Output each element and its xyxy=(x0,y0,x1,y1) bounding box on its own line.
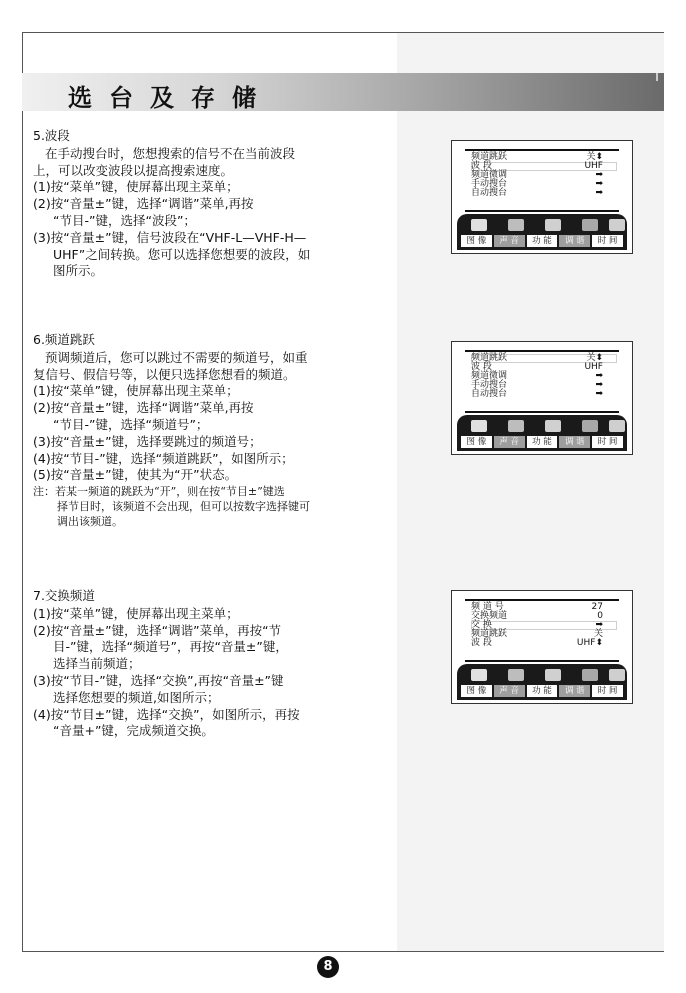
tab-function: 功 能 xyxy=(527,436,558,448)
menu-row-value: 关⬍ xyxy=(586,353,603,363)
text-line: (3)按“音量±”键，信号波段在“VHF-L—VHF-H— xyxy=(33,229,307,245)
tab-function: 功 能 xyxy=(527,685,558,697)
menu-row-label: 交换频道 xyxy=(471,611,508,621)
text-line: 复信号、假信号等，以便只选择您想看的频道。 xyxy=(33,366,296,382)
menu-icons xyxy=(471,417,613,437)
tuning-icon xyxy=(582,420,598,432)
menu-row-label: 频道微调 xyxy=(471,170,508,180)
text-line: 选择您想要的频道,如图所示； xyxy=(53,689,220,705)
menu-row-label: 频道跳跃 xyxy=(471,152,508,162)
menu-bottom-rule xyxy=(465,210,619,212)
tv-menu-screen-band xyxy=(451,140,633,254)
menu-row-value: 27 xyxy=(591,602,603,612)
menu-row-label: 波 段 xyxy=(471,638,492,648)
text-line: 在手动搜台时，您想搜索的信号不在当前波段 xyxy=(45,145,296,161)
section-heading: 7.交换频道 xyxy=(33,588,95,603)
menu-row-value: 0 xyxy=(597,611,603,621)
menu-row-value: UHF xyxy=(584,362,603,372)
menu-row-value: ➡ xyxy=(595,389,603,399)
menu-list xyxy=(471,354,617,399)
menu-row-label: 自动搜台 xyxy=(471,389,508,399)
page-number: 8 xyxy=(317,956,339,978)
menu-row-value: 关⬍ xyxy=(586,152,603,162)
menu-bottom-rule xyxy=(465,411,619,413)
menu-top-rule xyxy=(465,149,619,151)
tuning-icon xyxy=(582,219,598,231)
menu-top-rule xyxy=(465,599,619,601)
text-line: 上，可以改变波段以提高搜索速度。 xyxy=(33,162,234,178)
text-line: (4)按“节目±”键，选择“交换”，如图所示，再按 xyxy=(33,706,300,722)
menu-top-rule xyxy=(465,350,619,352)
menu-row-value: UHF⬍ xyxy=(576,638,603,648)
sound-icon xyxy=(508,420,524,432)
tuning-icon xyxy=(582,669,598,681)
tab-tuning: 调 谐 xyxy=(559,685,590,697)
text-line: 选择当前频道； xyxy=(53,656,141,672)
text-line: (2)按“音量±”键，选择“调谐”菜单,再按 xyxy=(33,196,254,212)
section-band xyxy=(33,128,393,280)
text-line: (2)按“音量±”键，选择“调谐”菜单，再按“节 xyxy=(33,622,282,638)
menu-tab-bar xyxy=(457,214,627,250)
note-line: 调出该频道。 xyxy=(57,515,123,529)
menu-row-value: UHF xyxy=(584,161,603,171)
sound-icon xyxy=(508,669,524,681)
tab-sound: 声 音 xyxy=(494,235,525,247)
note-line: 择节目时，该频道不会出现，但可以按数字选择键可 xyxy=(57,500,310,514)
menu-tab-bar xyxy=(457,664,627,700)
tab-sound: 声 音 xyxy=(494,685,525,697)
section-heading: 6.频道跳跃 xyxy=(33,332,95,347)
sound-icon xyxy=(508,219,524,231)
menu-icons xyxy=(471,216,613,236)
menu-row xyxy=(471,189,617,198)
text-line: 图所示。 xyxy=(53,263,104,279)
menu-tabs xyxy=(461,235,623,247)
menu-row-value: ➡ xyxy=(595,179,603,189)
text-line: 预调频道后，您可以跳过不需要的频道号，如重 xyxy=(45,349,308,365)
clock-icon xyxy=(609,219,625,231)
text-line: UHF”之间转换。您可以选择您想要的波段，如 xyxy=(53,246,311,262)
menu-row-label: 频道跳跃 xyxy=(471,353,508,363)
menu-row-value: ➡ xyxy=(595,170,603,180)
tab-picture: 图 像 xyxy=(461,235,492,247)
text-line: (1)按“菜单”键，使屏幕出现主菜单； xyxy=(33,383,239,399)
note-line: 注：若某一频道的跳跃为“开”，则在按“节目±”键选 xyxy=(33,485,285,499)
menu-row-value: ➡ xyxy=(595,380,603,390)
clock-icon xyxy=(609,669,625,681)
menu-tabs xyxy=(461,436,623,448)
tab-picture: 图 像 xyxy=(461,685,492,697)
function-icon xyxy=(545,219,561,231)
menu-row-label: 波 段 xyxy=(471,362,492,372)
menu-bottom-rule xyxy=(465,660,619,662)
menu-row-value: ➡ xyxy=(595,371,603,381)
picture-icon xyxy=(471,669,487,681)
picture-icon xyxy=(471,219,487,231)
text-line: (3)按“音量±”键，选择要跳过的频道号； xyxy=(33,433,262,449)
page-title: 选台及存储 xyxy=(68,84,273,112)
tv-menu-screen-skip xyxy=(451,341,633,455)
tv-menu-screen-swap xyxy=(451,590,633,704)
clock-icon xyxy=(609,420,625,432)
tab-sound: 声 音 xyxy=(494,436,525,448)
menu-tabs xyxy=(461,685,623,697)
function-icon xyxy=(545,669,561,681)
text-line: (1)按“菜单”键，使屏幕出现主菜单； xyxy=(33,179,239,195)
tab-picture: 图 像 xyxy=(461,436,492,448)
text-line: “节目-”键，选择“频道号”； xyxy=(53,416,209,432)
text-line: “音量+”键，完成频道交换。 xyxy=(53,723,214,739)
menu-row xyxy=(471,390,617,399)
section-channel-skip xyxy=(33,332,393,529)
text-line: (4)按“节目-”键，选择“频道跳跃”，如图所示； xyxy=(33,450,294,466)
menu-row-label: 交 换 xyxy=(471,620,492,630)
tab-tuning: 调 谐 xyxy=(559,436,590,448)
section-heading: 5.波段 xyxy=(33,128,70,143)
text-line: (1)按“菜单”键，使屏幕出现主菜单； xyxy=(33,605,239,621)
text-line: 目-”键，选择“频道号”，再按“音量±”键， xyxy=(53,639,288,655)
menu-row-label: 手动搜台 xyxy=(471,179,508,189)
tab-time: 时 间 xyxy=(592,685,623,697)
menu-list xyxy=(471,153,617,198)
menu-row-value: ➡ xyxy=(595,188,603,198)
menu-row-label: 手动搜台 xyxy=(471,380,508,390)
text-line: “节目-”键，选择“波段”； xyxy=(53,212,196,228)
text-line: (2)按“音量±”键，选择“调谐”菜单,再按 xyxy=(33,400,254,416)
menu-row-label: 频道微调 xyxy=(471,371,508,381)
menu-row-value: ➡ xyxy=(595,620,603,630)
menu-row xyxy=(471,639,617,648)
menu-row-value: 关 xyxy=(593,629,603,639)
tab-time: 时 间 xyxy=(592,436,623,448)
menu-list xyxy=(471,603,617,648)
section-swap-channel xyxy=(33,588,393,740)
tab-tuning: 调 谐 xyxy=(559,235,590,247)
banner-mark xyxy=(656,73,658,81)
tab-function: 功 能 xyxy=(527,235,558,247)
function-icon xyxy=(545,420,561,432)
menu-row-label: 自动搜台 xyxy=(471,188,508,198)
text-line: (3)按“节目-”键，选择“交换”,再按“音量±”键 xyxy=(33,672,284,688)
picture-icon xyxy=(471,420,487,432)
menu-row-label: 频 道 号 xyxy=(471,602,504,612)
text-line: (5)按“音量±”键，使其为“开”状态。 xyxy=(33,467,238,483)
menu-row-label: 频道跳跃 xyxy=(471,629,508,639)
menu-row-label: 波 段 xyxy=(471,161,492,171)
menu-tab-bar xyxy=(457,415,627,451)
tab-time: 时 间 xyxy=(592,235,623,247)
menu-icons xyxy=(471,666,613,686)
